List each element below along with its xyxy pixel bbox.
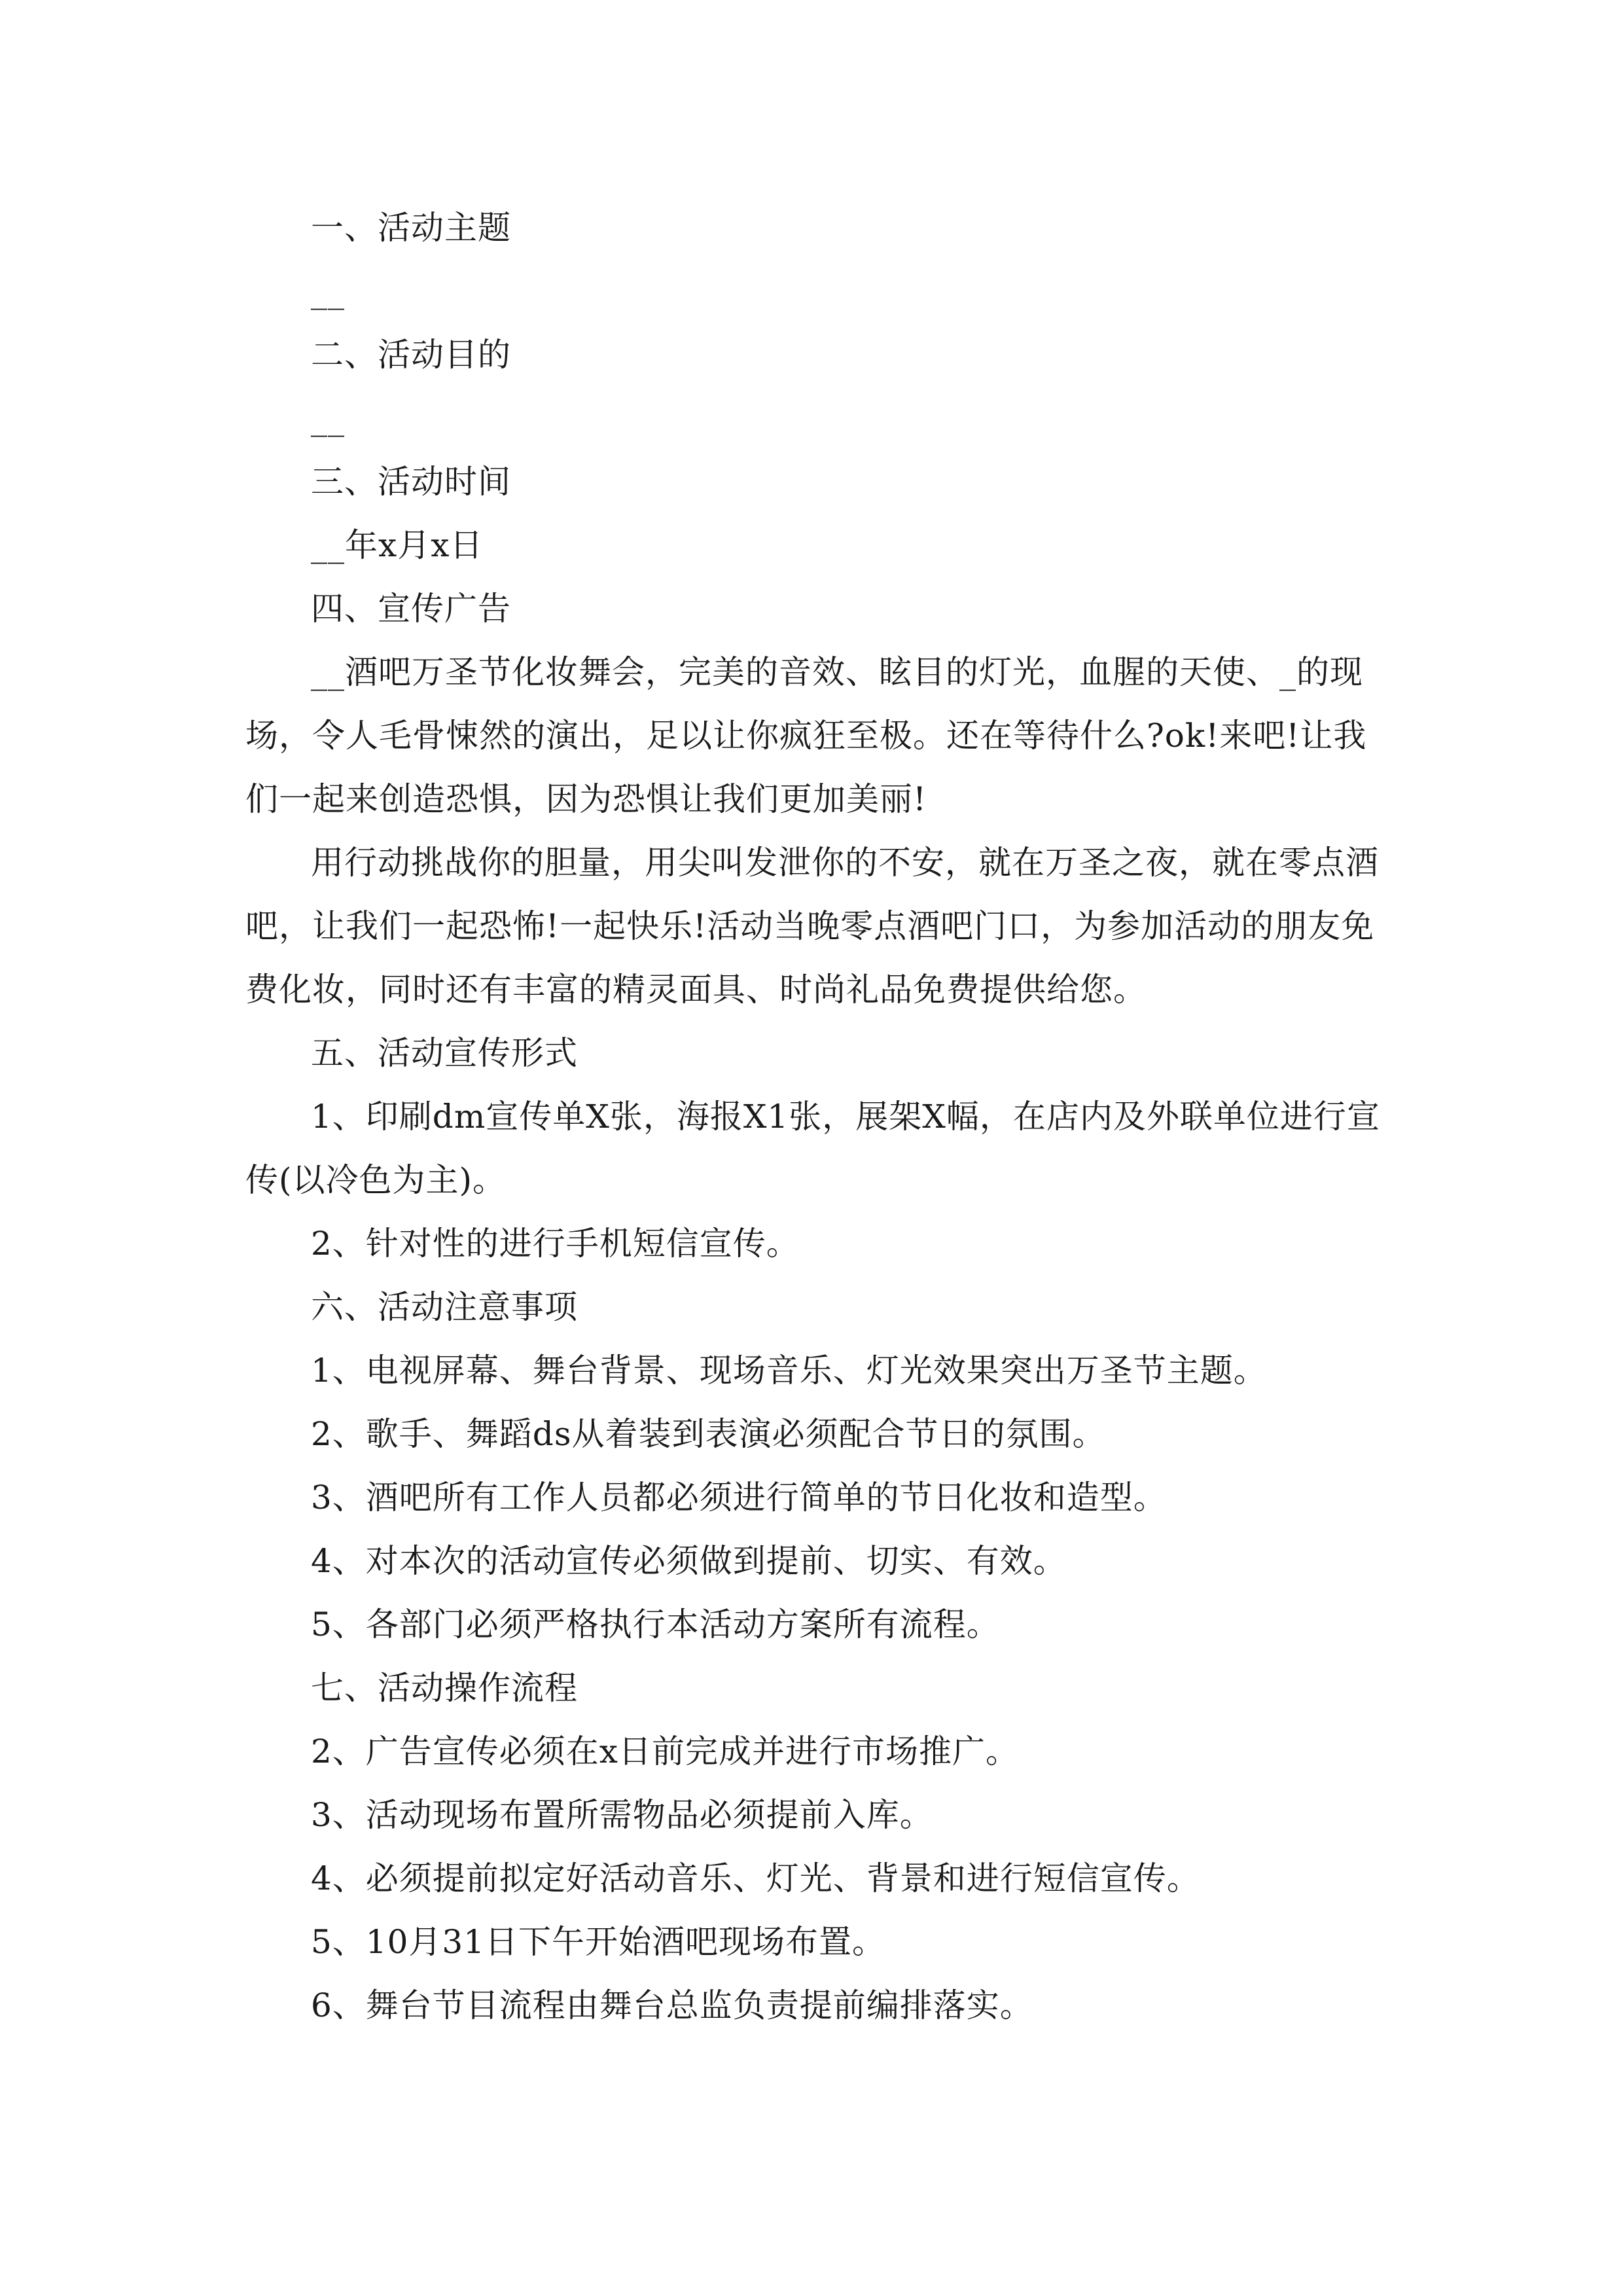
promo-item-2: 2、针对性的进行手机短信宣传。	[311, 1225, 800, 1263]
section-heading-theme: 一、活动主题	[311, 209, 511, 247]
promo-item-1: 1、印刷dm宣传单X张，海报X1张，展架X幅，在店内及外联单位进行宣传(以冷色为主)。	[245, 1098, 1380, 1199]
ad-paragraph-1: __酒吧万圣节化妆舞会，完美的音效、眩目的灯光，血腥的天使、_的现场，令人毛骨悚然的演出，足以让你疯狂至极。还在等待什么?ok!来吧!让我们一起来创造恐惧，因为恐惧让我们更加美丽!	[245, 653, 1367, 818]
theme-placeholder: __	[311, 272, 345, 310]
note-item-3: 3、酒吧所有工作人员都必须进行简单的节日化妆和造型。	[311, 1479, 1167, 1516]
note-item-2: 2、歌手、舞蹈ds从着装到表演必须配合节日的氛围。	[311, 1415, 1106, 1453]
process-item-3: 3、活动现场布置所需物品必须提前入库。	[311, 1796, 933, 1834]
purpose-placeholder: __	[311, 399, 345, 437]
section-heading-notes: 六、活动注意事项	[311, 1288, 578, 1326]
note-item-4: 4、对本次的活动宣传必须做到提前、切实、有效。	[311, 1542, 1067, 1580]
section-heading-time: 三、活动时间	[311, 463, 511, 501]
section-heading-process: 七、活动操作流程	[311, 1669, 578, 1707]
process-item-2: 2、广告宣传必须在x日前完成并进行市场推广。	[311, 1732, 1020, 1770]
process-item-5: 5、10月31日下午开始酒吧现场布置。	[311, 1923, 886, 1961]
process-item-4: 4、必须提前拟定好活动音乐、灯光、背景和进行短信宣传。	[311, 1859, 1200, 1897]
section-heading-purpose: 二、活动目的	[311, 336, 511, 374]
document-body	[245, 196, 1384, 2037]
note-item-5: 5、各部门必须严格执行本活动方案所有流程。	[311, 1605, 1000, 1643]
section-heading-promo-forms: 五、活动宣传形式	[311, 1034, 578, 1072]
ad-paragraph-2: 用行动挑战你的胆量，用尖叫发泄你的不安，就在万圣之夜，就在零点酒吧，让我们一起恐怖!一起快乐!活动当晚零点酒吧门口，为参加活动的朋友免费化妆，同时还有丰富的精灵面具、时尚礼品免费提供给您。	[245, 844, 1379, 1009]
process-item-6: 6、舞台节目流程由舞台总监负责提前编排落实。	[311, 1986, 1033, 2024]
event-date: __年x月x日	[311, 526, 484, 564]
note-item-1: 1、电视屏幕、舞台背景、现场音乐、灯光效果突出万圣节主题。	[311, 1352, 1267, 1390]
section-heading-ad: 四、宣传广告	[311, 590, 511, 628]
